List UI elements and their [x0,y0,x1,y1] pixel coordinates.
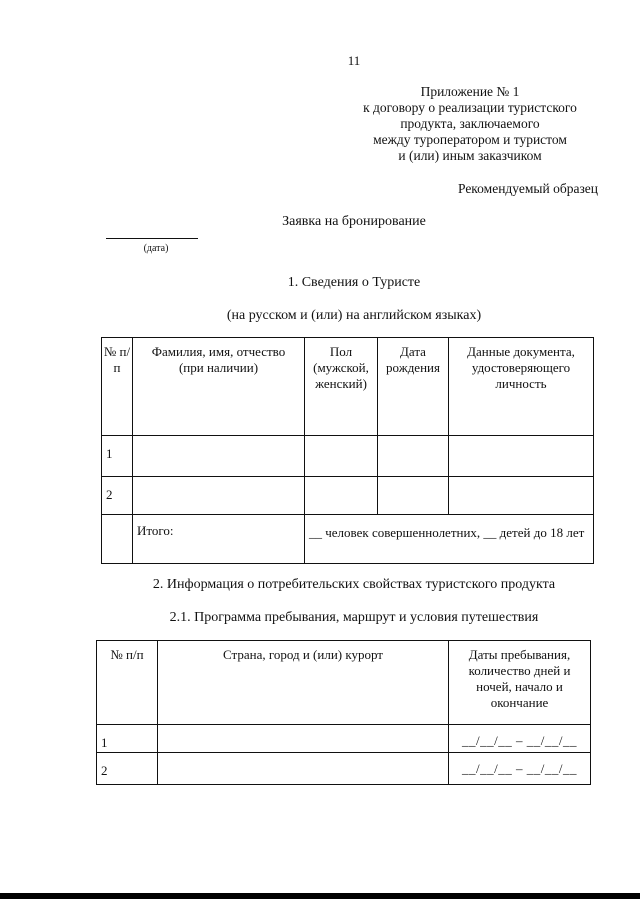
section1-subtitle: (на русском и (или) на английском языках) [226,308,482,323]
total-row [102,515,594,564]
header-place: Страна, город и (или) курорт [158,641,449,725]
program-table [96,640,591,785]
header-dates: Даты пребывания, количество дней и ночей, начало и окончание [449,641,591,725]
table-header-row [97,641,591,725]
sex-cell[interactable] [305,477,378,515]
appendix-header [340,84,600,164]
birth-cell[interactable] [378,477,449,515]
header-num: № п/п [102,338,133,436]
row-number: 1 [97,725,158,753]
name-cell[interactable] [133,436,305,477]
total-label: Итого: [133,515,305,564]
appendix-line: между туроператором и туристом [373,132,567,147]
row-number: 2 [102,477,133,515]
table-row [97,753,591,785]
header-sex: Пол (мужской, женский) [305,338,378,436]
section2-title: 2. Информация о потребительских свойствах туристского продукта [152,577,556,592]
document-cell[interactable] [449,477,594,515]
header-num: № п/п [97,641,158,725]
row-number: 2 [97,753,158,785]
document-cell[interactable] [449,436,594,477]
table-row [102,436,594,477]
appendix-line: Приложение № 1 [420,84,520,99]
appendix-line: продукта, заключаемого [400,116,540,131]
appendix-line: и (или) иным заказчиком [398,148,542,163]
page-number: 11 [347,53,361,68]
table-header-row [102,338,594,436]
tourist-info-table [101,337,594,564]
row-number: 1 [102,436,133,477]
date-caption: (дата) [143,243,169,254]
section1-title: 1. Сведения о Туристе [287,275,421,290]
header-birth: Дата рождения [378,338,449,436]
table-row [97,725,591,753]
name-cell[interactable] [133,477,305,515]
header-name: Фамилия, имя, отчество (при наличии) [133,338,305,436]
birth-cell[interactable] [378,436,449,477]
recommended-sample-label: Рекомендуемый образец [457,181,598,196]
dates-cell[interactable]: __/__/__ – __/__/__ [449,753,591,785]
total-value[interactable]: __ человек совершеннолетних, __ детей до 18 лет [305,515,594,564]
section2-subtitle: 2.1. Программа пребывания, маршрут и условия путешествия [169,610,539,625]
dates-cell[interactable]: __/__/__ – __/__/__ [449,725,591,753]
header-document: Данные документа, удостоверяющего личность [449,338,594,436]
place-cell[interactable] [158,725,449,753]
date-field-line[interactable] [106,238,198,239]
place-cell[interactable] [158,753,449,785]
table-row [102,477,594,515]
sex-cell[interactable] [305,436,378,477]
total-empty-cell [102,515,133,564]
appendix-line: к договору о реализации туристского [363,100,577,115]
document-title: Заявка на бронирование [282,214,426,229]
scan-border-bar [0,893,640,899]
